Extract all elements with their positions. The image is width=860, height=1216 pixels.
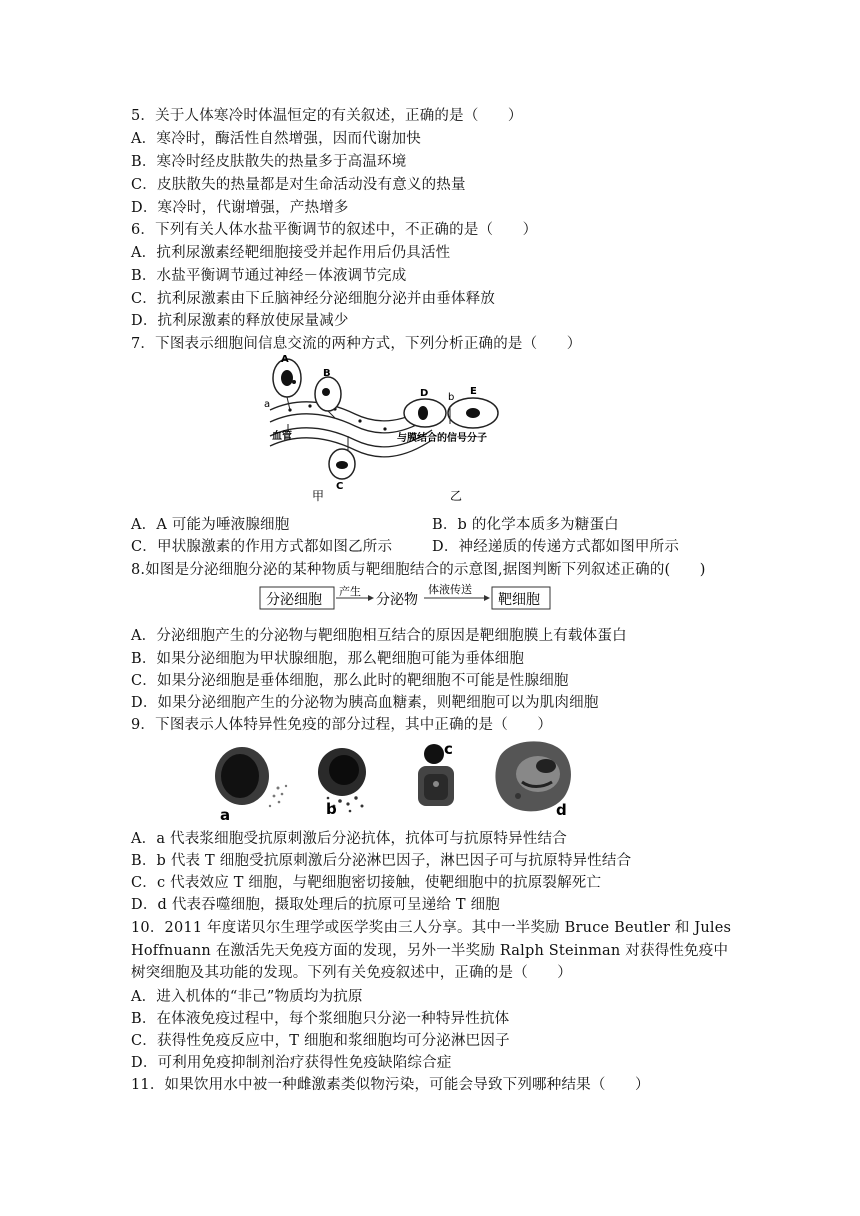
- label-a: a: [264, 399, 271, 410]
- caption-left: 甲: [312, 489, 325, 502]
- cell-e: [448, 398, 498, 428]
- label-b: b: [448, 392, 455, 403]
- arrow-head-icon: [484, 595, 490, 601]
- q9-option-b: B．b 代表 T 细胞受抗原刺激后分泌淋巴因子，淋巴因子可与抗原特异性结合: [131, 853, 632, 869]
- caption-right: 乙: [450, 489, 463, 502]
- q9-stem: 9．下图表示人体特异性免疫的部分过程，其中正确的是（ ）: [131, 717, 553, 733]
- q8-option-d: D．如果分泌细胞产生的分泌物为胰高血糖素，则靶细胞可以为肌肉细胞: [131, 695, 599, 711]
- q7-option-c: C．甲状腺激素的作用方式都如图乙所示: [131, 539, 393, 555]
- cell-d: [404, 399, 446, 427]
- q10-option-d: D．可利用免疫抑制剂治疗获得性免疫缺陷综合症: [131, 1055, 452, 1071]
- q5-option-c: C．皮肤散失的热量都是对生命活动没有意义的热量: [131, 177, 466, 193]
- q5-option-b: B．寒冷时经皮肤散失的热量多于高温环境: [131, 154, 407, 170]
- flow-arrow1-label: 产生: [339, 585, 361, 598]
- q10-stem: 10．2011 年度诺贝尔生理学或医学奖由三人分享。其中一半奖励 Bruce Beutler 和 Jules Hoffnuann 在激活先天免疫方面的发现，另外一半奖励 Ralph Steinman 对获得性免疫中树突细胞及其功能的发现。下列有关免疫叙述中，正确的是（ ）: [131, 920, 732, 981]
- q8-option-b: B．如果分泌细胞为甲状腺细胞，那么靶细胞可能为垂体细胞: [131, 651, 525, 667]
- label-A: A: [281, 354, 289, 365]
- label-E: E: [470, 386, 477, 397]
- cell-b: [315, 377, 341, 418]
- q6-option-d: D．抗利尿激素的释放使尿量减少: [131, 313, 349, 329]
- q6-option-c: C．抗利尿激素由下丘脑神经分泌细胞分泌并由垂体释放: [131, 291, 496, 307]
- q8-option-c: C．如果分泌细胞是垂体细胞，那么此时的靶细胞不可能是性腺细胞: [131, 673, 569, 689]
- cell-image-a: [215, 747, 287, 807]
- flow-arrow2-label: 体液传送: [428, 583, 472, 596]
- label-D: D: [420, 388, 429, 399]
- label-cell-b: b: [326, 800, 337, 818]
- flow-middle-text: 分泌物: [376, 592, 418, 608]
- signal-label: 与膜结合的信号分子: [397, 433, 487, 444]
- q11-stem: 11．如果饮用水中被一种雌激素类似物污染，可能会导致下列哪种结果（ ）: [131, 1077, 650, 1093]
- q7-option-a: A．A 可能为唾液腺细胞: [131, 517, 290, 533]
- q8-option-a: A．分泌细胞产生的分泌物与靶细胞相互结合的原因是靶细胞膜上有载体蛋白: [131, 628, 627, 644]
- q9-cell-images: [200, 736, 600, 822]
- label-cell-a: a: [220, 806, 231, 822]
- q10-option-a: A．进入机体的“非己”物质均为抗原: [131, 989, 363, 1005]
- arrow-head-icon: [368, 595, 374, 601]
- q9-option-d: D．d 代表吞噬细胞，摄取处理后的抗原可呈递给 T 细胞: [131, 897, 501, 913]
- label-cell-c: c: [444, 740, 453, 758]
- q9-option-c: C．c 代表效应 T 细胞，与靶细胞密切接触，使靶细胞中的抗原裂解死亡: [131, 875, 602, 891]
- label-C: C: [336, 481, 344, 492]
- flow-box1-text: 分泌细胞: [266, 592, 322, 608]
- q5-stem: 5．关于人体寒冷时体温恒定的有关叙述，正确的是（ ）: [131, 108, 523, 124]
- q6-stem: 6．下列有关人体水盐平衡调节的叙述中，不正确的是（ ）: [131, 222, 538, 238]
- q10-option-c: C．获得性免疫反应中，T 细胞和浆细胞均可分泌淋巴因子: [131, 1033, 510, 1049]
- vessel-label: 血管: [272, 431, 292, 442]
- label-cell-d: d: [556, 801, 567, 819]
- q6-option-b: B．水盐平衡调节通过神经－体液调节完成: [131, 268, 407, 284]
- q9-option-a: A．a 代表浆细胞受抗原刺激后分泌抗体，抗体可与抗原特异性结合: [131, 831, 567, 847]
- q8-stem: 8.如图是分泌细胞分泌的某种物质与靶细胞结合的示意图,据图判断下列叙述正确的( ): [131, 562, 706, 578]
- q7-option-d: D．神经递质的传递方式都如图甲所示: [432, 539, 680, 555]
- q5-option-a: A．寒冷时，酶活性自然增强，因而代谢加快: [131, 131, 421, 147]
- q7-figure: [260, 352, 520, 502]
- q8-flow-diagram: [258, 581, 558, 613]
- q6-option-a: A．抗利尿激素经靶细胞接受并起作用后仍具活性: [131, 245, 451, 261]
- flow-box2-text: 靶细胞: [498, 592, 540, 608]
- cell-c: [329, 436, 355, 479]
- q7-option-b: B．b 的化学本质多为糖蛋白: [432, 517, 619, 533]
- q10-option-b: B．在体液免疫过程中，每个浆细胞只分泌一种特异性抗体: [131, 1011, 510, 1027]
- label-B: B: [323, 368, 331, 379]
- vessel-flow-dots: [288, 404, 411, 430]
- q7-stem: 7．下图表示细胞间信息交流的两种方式，下列分析正确的是（ ）: [131, 336, 582, 352]
- q5-option-d: D．寒冷时，代谢增强，产热增多: [131, 200, 349, 216]
